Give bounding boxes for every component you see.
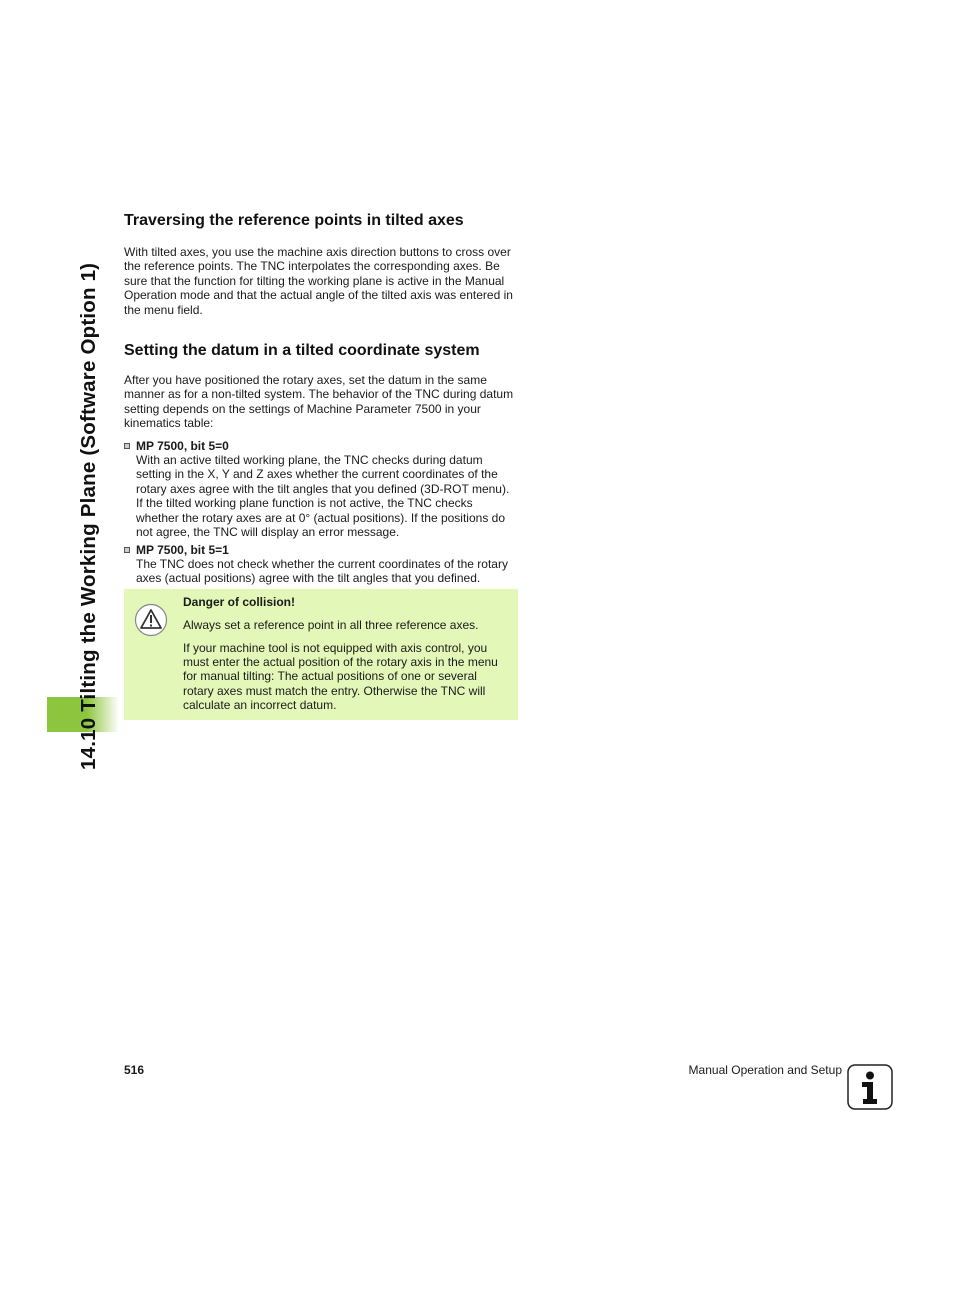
warning-paragraph: Always set a reference point in all three reference axes. <box>183 618 479 633</box>
chapter-title-vertical: 14.10 Tilting the Working Plane (Software Option 1) <box>77 262 100 770</box>
list-item-text: The TNC does not check whether the current coordinates of the rotary axes (actual positions) agree with the tilt angles that you defined. <box>136 556 508 586</box>
list-item-bit-0 <box>124 439 518 540</box>
main-content <box>124 208 518 720</box>
section-heading-datum: Setting the datum in a tilted coordinate system <box>124 342 480 360</box>
bullet-square-icon <box>124 443 130 449</box>
bullet-square-icon <box>124 547 130 553</box>
section-heading-reference-points: Traversing the reference points in tilted axes <box>124 212 464 229</box>
section-paragraph-reference-points: With tilted axes, you use the machine axis direction buttons to cross over the reference points. The TNC interpolates the corresponding axes. Be sure that the function for tilting the working plane is active in the Manual Operation mode and that the actual angle of the tilted axis was entered in the menu field. <box>124 245 513 317</box>
warning-box <box>124 589 518 720</box>
warning-title: Danger of collision! <box>183 594 296 609</box>
page-number: 516 <box>124 1063 145 1077</box>
list-item-text: With an active tilted working plane, the TNC checks during datum setting in the X, Y and Z axes whether the current coordinates of the rotary axes agree with the tilt angles that you defined (3D-ROT menu). If the tilted working plane function is not active, the TNC checks whether the rotary axes are at 0° (actual positions). If the positions do not agree, the TNC will display an error message. <box>136 453 510 540</box>
info-icon[interactable] <box>847 1064 893 1115</box>
footer-chapter-title: Manual Operation and Setup <box>688 1063 842 1077</box>
warning-triangle-icon <box>134 603 168 642</box>
list-item-label: MP 7500, bit 5=0 <box>136 438 229 453</box>
list-item-bit-1 <box>124 543 518 586</box>
list-item-label: MP 7500, bit 5=1 <box>136 542 229 557</box>
section-paragraph-datum: After you have positioned the rotary axes, set the datum in the same manner as for a non-tilted system. The behavior of the TNC during datum setting depends on the settings of Machine Parameter 7500 in your kinematics table: <box>124 373 514 431</box>
warning-paragraph: If your machine tool is not equipped with axis control, you must enter the actual position of the rotary axis in the menu for manual tilting: The actual positions of one or several rotary axes must match the entry. Otherwise the TNC will calculate an incorrect datum. <box>183 640 498 713</box>
